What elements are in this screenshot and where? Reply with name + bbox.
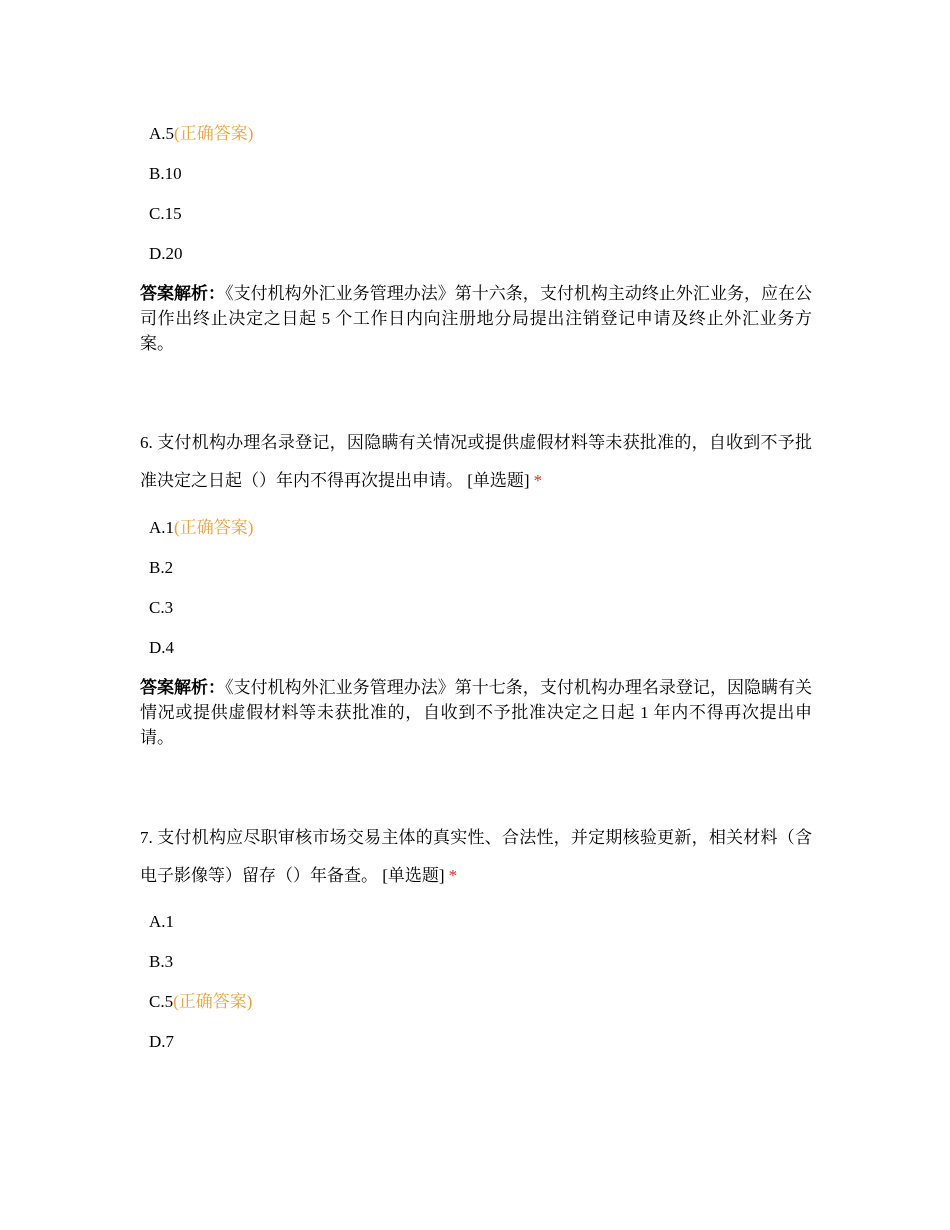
q6-analysis [140,675,812,750]
analysis-text: 《支付机构外汇业务管理办法》第十七条，支付机构办理名录登记，因隐瞒有关情况或提供虚假材料等未获批准的，自收到不予批准决定之日起 1 年内不得再次提出申请。 [140,678,813,747]
q7-option-a [149,911,174,933]
option-text: C.3 [149,598,174,617]
q7-option-b [149,951,173,973]
q5-option-b [149,163,182,185]
q6-option-a [149,517,253,539]
q6-option-d [149,637,174,659]
question-text: 7. 支付机构应尽职审核市场交易主体的真实性、合法性，并定期核验更新，相关材料（含电子影像等）留存（）年备查。 [140,828,812,885]
q5-analysis [140,281,812,356]
option-text: C.15 [149,204,182,223]
question-text: 6. 支付机构办理名录登记，因隐瞒有关情况或提供虚假材料等未获批准的，自收到不予批准决定之日起（）年内不得再次提出申请。 [140,433,812,490]
correct-answer-label: (正确答案) [173,992,253,1011]
q5-option-c [149,203,182,225]
option-text: D.20 [149,244,183,263]
correct-answer-label: (正确答案) [174,518,254,537]
q6-option-c [149,597,173,619]
option-text: A.1 [149,518,175,537]
option-text: B.3 [149,952,174,971]
option-text: D.4 [149,638,175,657]
option-text: A.5 [149,124,175,143]
question-type-label: [单选题] [382,866,445,885]
q6-option-b [149,557,173,579]
option-text: B.2 [149,558,174,577]
q7-question [140,819,812,895]
option-text: B.10 [149,164,182,183]
question-type-label: [单选题] [467,471,530,490]
q5-option-d [149,243,183,265]
q7-option-d [149,1031,174,1053]
required-mark: * [448,866,458,885]
analysis-label: 答案解析： [140,678,226,697]
correct-answer-label: (正确答案) [174,124,254,143]
option-text: A.1 [149,912,175,931]
analysis-label: 答案解析： [140,284,226,303]
analysis-text: 《支付机构外汇业务管理办法》第十六条，支付机构主动终止外汇业务，应在公司作出终止决定之日起 5 个工作日内向注册地分局提出注销登记申请及终止外汇业务方案。 [140,284,813,353]
option-text: C.5 [149,992,174,1011]
q6-question [140,424,812,500]
option-text: D.7 [149,1032,175,1051]
q7-option-c [149,991,252,1013]
required-mark: * [533,471,543,490]
q5-option-a [149,123,253,145]
